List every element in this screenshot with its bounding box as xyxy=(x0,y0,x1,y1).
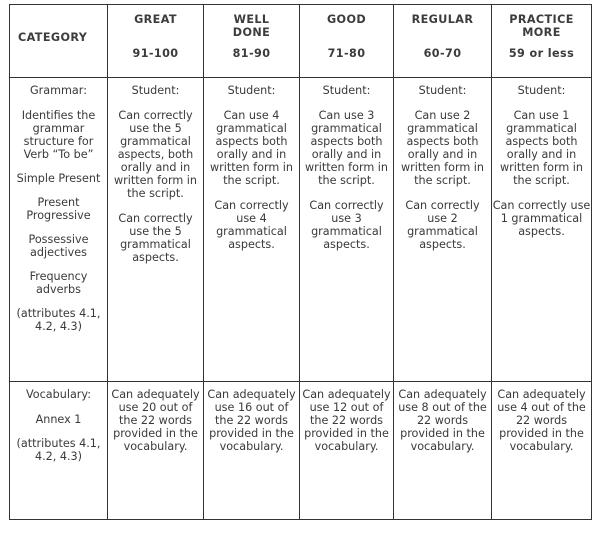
level-name: GREAT xyxy=(134,13,177,26)
vocabulary-criterion: Can adequately use 12 out of the 22 words provided in the vocabulary. xyxy=(302,388,391,453)
level-range: 59 or less xyxy=(508,47,575,60)
grammar-cell-practice-more xyxy=(492,78,592,382)
rubric-table xyxy=(9,4,592,520)
student-label: Student: xyxy=(227,84,276,97)
vocabulary-category-title: Vocabulary: xyxy=(26,388,91,401)
grammar-written-criterion: Can correctly use 3 grammatical aspects. xyxy=(309,199,384,251)
category-header xyxy=(10,5,108,78)
grammar-oral-criterion: Can use 4 grammatical aspects both orally and in written form in the script. xyxy=(210,109,293,187)
grammar-written-criterion: Can correctly use 1 grammatical aspects. xyxy=(492,199,591,238)
grammar-row xyxy=(10,78,592,382)
student-label: Student: xyxy=(418,84,467,97)
vocabulary-category-cell xyxy=(10,382,108,520)
student-label: Student: xyxy=(517,84,566,97)
level-header-practice-more xyxy=(492,5,592,78)
vocabulary-criterion: Can adequately use 20 out of the 22 words provided in the vocabulary. xyxy=(111,388,200,453)
vocabulary-cell-practice-more xyxy=(492,382,592,520)
vocabulary-category-item: Annex 1 xyxy=(35,413,82,426)
level-name: GOOD xyxy=(326,13,367,26)
grammar-category-item: Present Progressive xyxy=(26,196,91,222)
grammar-category-item: Identifies the grammar structure for Verb “To be” xyxy=(21,109,96,161)
grammar-category-item: Frequency adverbs xyxy=(29,270,88,296)
level-header-regular xyxy=(394,5,492,78)
grammar-cell-great xyxy=(108,78,204,382)
grammar-cell-good xyxy=(300,78,394,382)
grammar-written-criterion: Can correctly use 4 grammatical aspects. xyxy=(214,199,289,251)
grammar-category-item: Simple Present xyxy=(16,172,101,185)
vocabulary-cell-well-done xyxy=(204,382,300,520)
vocabulary-criterion: Can adequately use 4 out of the 22 words provided in the vocabulary. xyxy=(497,388,586,453)
grammar-category-attributes: (attributes 4.1, 4.2, 4.3) xyxy=(16,307,101,333)
level-range: 60-70 xyxy=(423,47,462,60)
grammar-oral-criterion: Can use 1 grammatical aspects both orally and in written form in the script. xyxy=(500,109,583,187)
level-name: PRACTICE MORE xyxy=(509,13,574,39)
vocabulary-criterion: Can adequately use 16 out of the 22 words provided in the vocabulary. xyxy=(207,388,296,453)
grammar-category-cell xyxy=(10,78,108,382)
grammar-category-item: Possessive adjectives xyxy=(28,233,89,259)
student-label: Student: xyxy=(322,84,371,97)
grammar-oral-criterion: Can use 2 grammatical aspects both orally and in written form in the script. xyxy=(401,109,484,187)
vocabulary-cell-regular xyxy=(394,382,492,520)
level-name: REGULAR xyxy=(411,13,474,26)
vocabulary-cell-good xyxy=(300,382,394,520)
vocabulary-row xyxy=(10,382,592,520)
level-header-well-done xyxy=(204,5,300,78)
level-header-good xyxy=(300,5,394,78)
vocabulary-criterion: Can adequately use 8 out of the 22 words provided in the vocabulary. xyxy=(398,388,487,453)
vocabulary-category-attributes: (attributes 4.1, 4.2, 4.3) xyxy=(16,437,101,463)
grammar-category-title: Grammar: xyxy=(30,84,87,97)
grammar-cell-well-done xyxy=(204,78,300,382)
grammar-cell-regular xyxy=(394,78,492,382)
grammar-written-criterion: Can correctly use the 5 grammatical aspects. xyxy=(118,212,193,264)
level-range: 91-100 xyxy=(132,47,179,60)
grammar-oral-criterion: Can correctly use the 5 grammatical aspects, both orally and in written form in the script. xyxy=(114,109,197,200)
level-header-great xyxy=(108,5,204,78)
category-header-label: CATEGORY xyxy=(18,30,88,44)
vocabulary-cell-great xyxy=(108,382,204,520)
level-range: 71-80 xyxy=(327,47,366,60)
level-name: WELL DONE xyxy=(232,13,271,39)
grammar-oral-criterion: Can use 3 grammatical aspects both orally and in written form in the script. xyxy=(305,109,388,187)
level-range: 81-90 xyxy=(232,47,271,60)
grammar-written-criterion: Can correctly use 2 grammatical aspects. xyxy=(405,199,480,251)
student-label: Student: xyxy=(131,84,180,97)
header-row xyxy=(10,5,592,78)
